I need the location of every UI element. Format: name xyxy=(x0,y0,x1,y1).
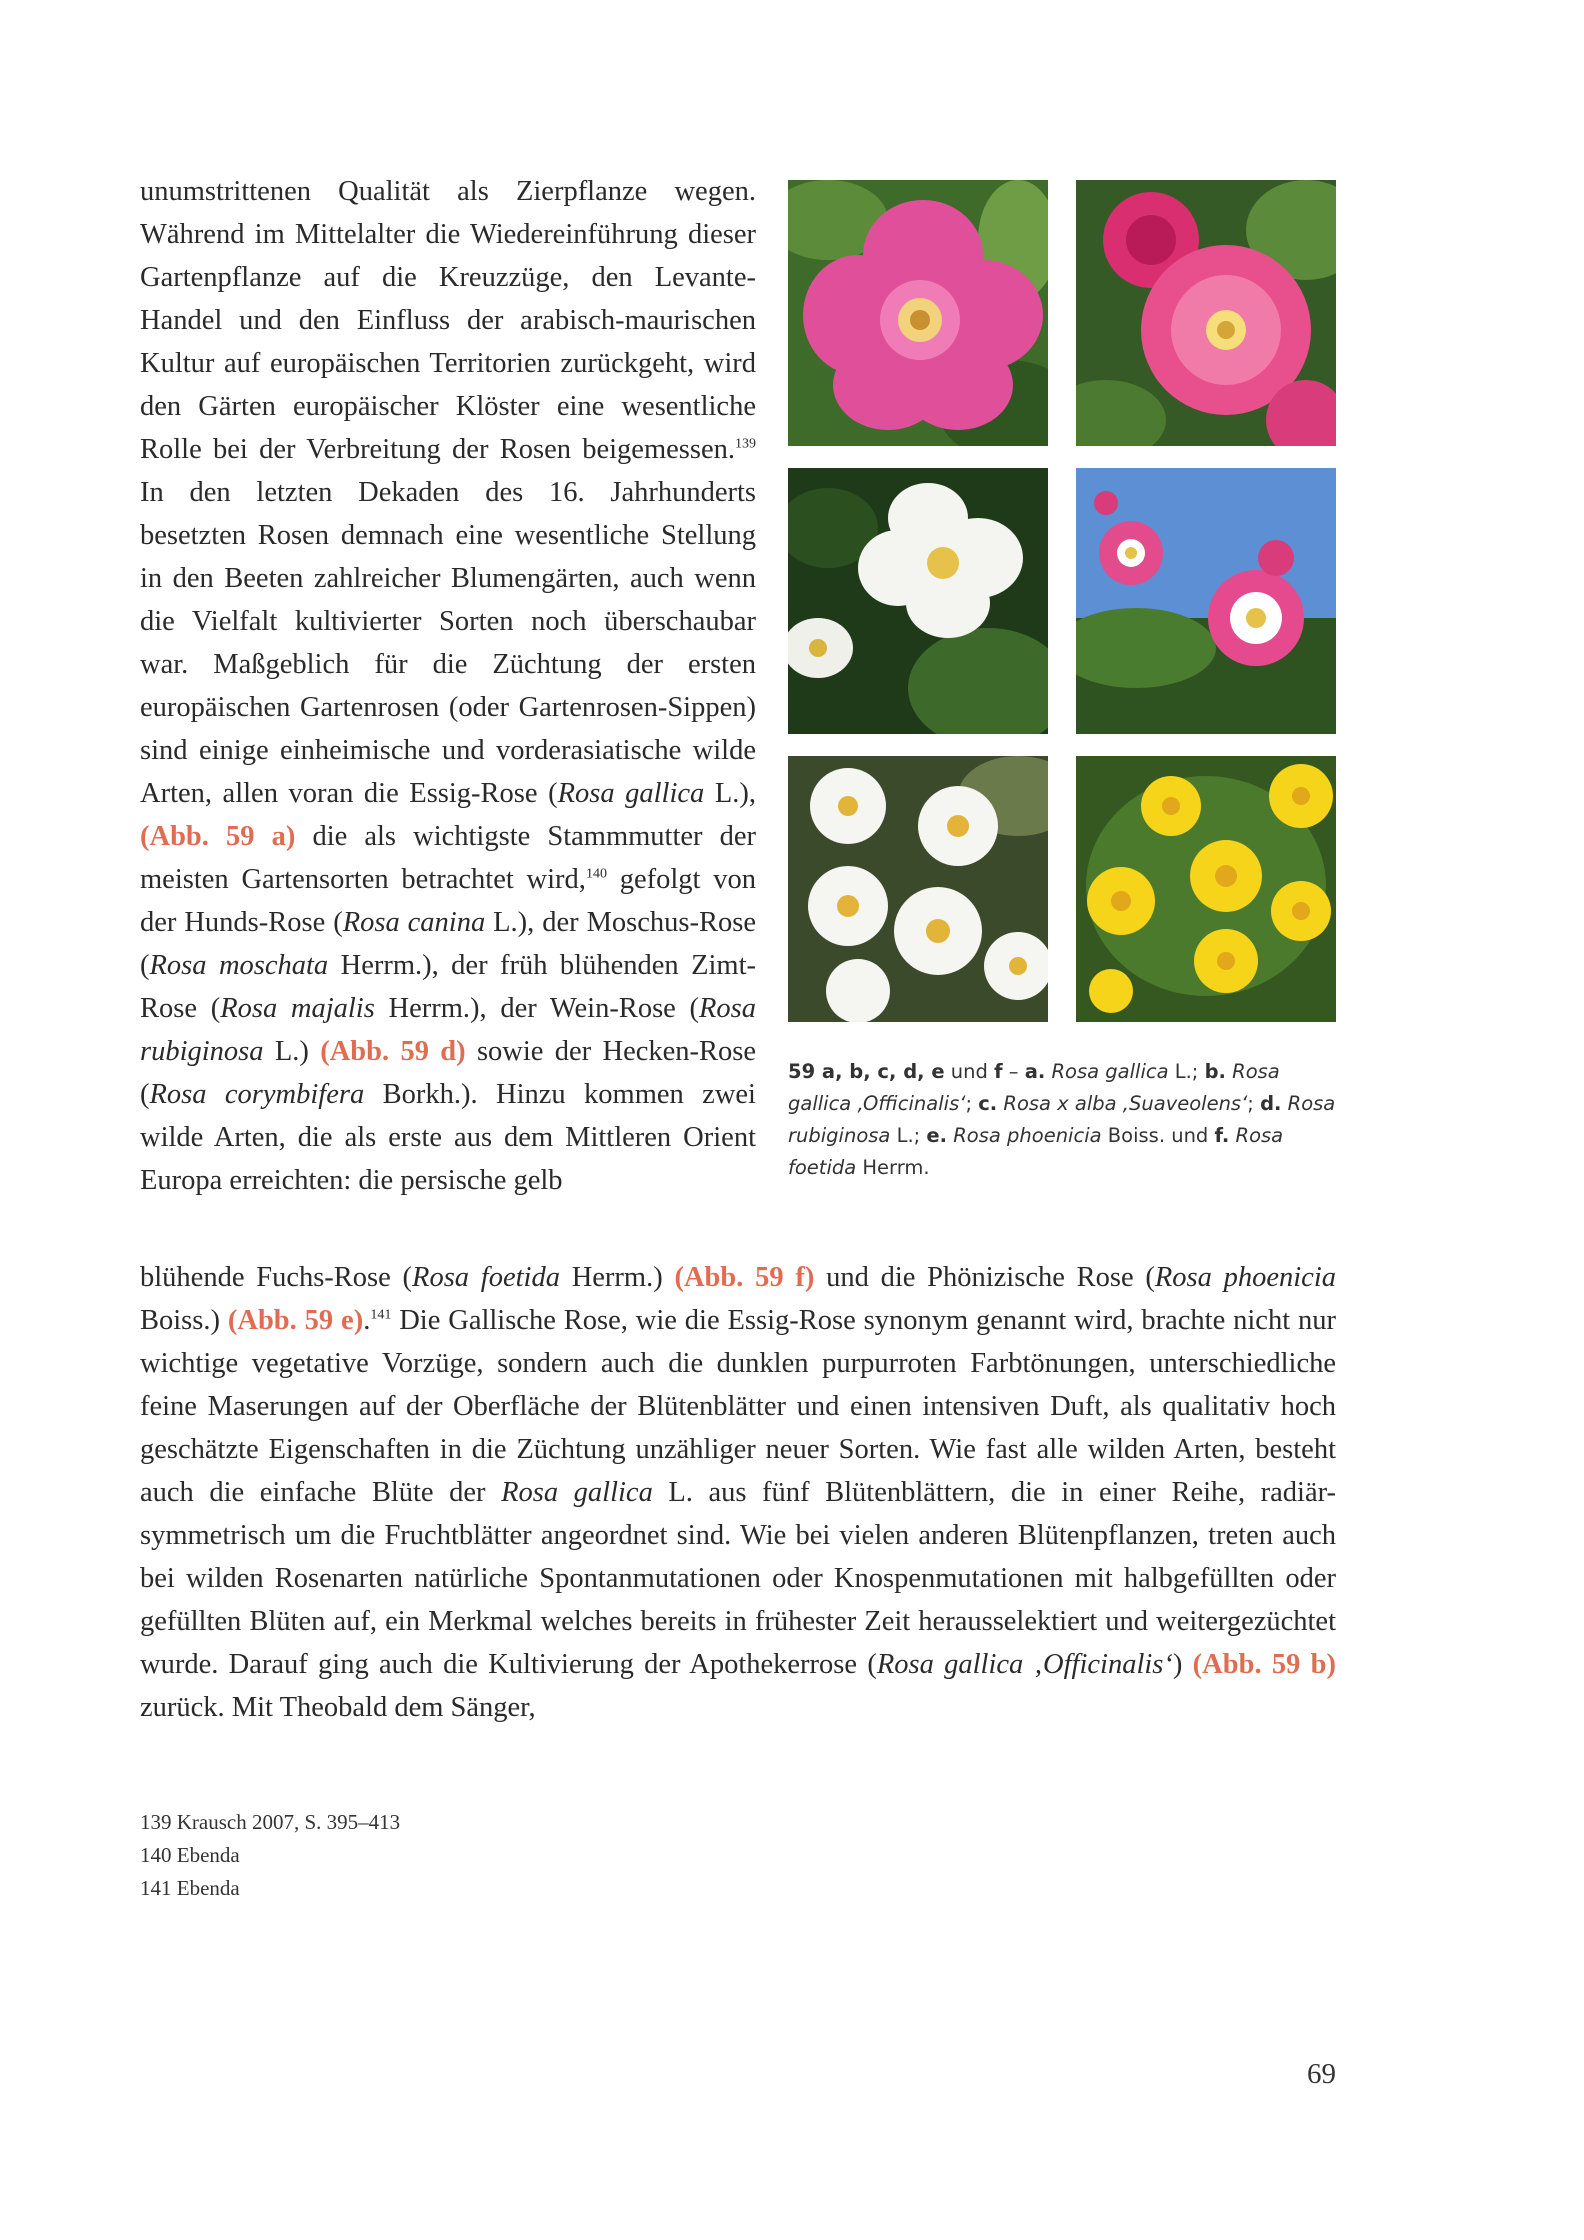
text-run: In den letzten Dekaden des 16. Jahrhunderts besetzten Rosen demnach eine wesentliche Stellung in den Beeten zahlreicher Blumengärten, auch wenn die Vielfalt kultivierter Sorten noch überschaubar war. Maßgeblich für die Züchtung der ersten europäischen Gartenrosen (oder Gartenrosen-Sippen) sind einige einheimische und vorderasiatische wilde Arten, allen voran die Essig-Rose ( xyxy=(140,477,756,809)
text-run: L. aus fünf Blütenblättern, die in einer Reihe, radiär-symmetrisch um die Fruchtblätter angeordnet sind. Wie bei vielen anderen Blütenpflanzen, treten auch bei wilden Rosenarten natürliche Spontanmutationen oder Knospenmutationen mit halbgefüllten oder gefüllten Blüten auf, ein Merkmal welches bereits in frühester Zeit herausselektiert und weitergezüchtet wurde. Darauf ging auch die Kultivierung der Apothekerrose ( xyxy=(140,1477,1337,1680)
caption-species: Rosa gallica xyxy=(1051,1060,1169,1083)
body-text-column xyxy=(140,170,756,1202)
species-name: Rosa rubiginosa xyxy=(140,993,756,1067)
footnote-139: 139 Krausch 2007, S. 395–413 xyxy=(140,1810,401,1834)
text-run: . xyxy=(363,1305,371,1336)
figure-reference-59e[interactable]: (Abb. 59 e) xyxy=(227,1305,364,1336)
text-run: gefolgt von der Hunds-Rose ( xyxy=(140,864,757,938)
text-run: zurück. Mit Theobald dem Sänger, xyxy=(140,1692,536,1723)
caption-text: – xyxy=(1002,1060,1025,1083)
caption-letter: b. xyxy=(1204,1060,1226,1083)
caption-letter: e. xyxy=(926,1124,948,1147)
caption-letter: f. xyxy=(1214,1124,1230,1147)
text-run: Herrm.), der früh blühenden Zimt-Rose ( xyxy=(140,950,756,1024)
figure-reference-59d[interactable]: (Abb. 59 d) xyxy=(320,1036,466,1067)
body-text-full-width xyxy=(140,1256,1336,1729)
photo-rosa-rubiginosa[interactable] xyxy=(1076,468,1336,734)
caption-text: ; xyxy=(965,1092,979,1115)
species-name: Rosa gallica xyxy=(557,778,705,809)
caption-letter: c. xyxy=(978,1092,998,1115)
species-name: Rosa moschata xyxy=(149,950,329,981)
caption-species: Rosa foetida xyxy=(788,1124,1284,1179)
footnote-140: 140 Ebenda xyxy=(140,1843,240,1867)
caption-text: ; xyxy=(1247,1092,1261,1115)
caption-letter: d. xyxy=(1260,1092,1282,1115)
caption-text: Boiss. und xyxy=(1101,1124,1215,1147)
text-run: und die Phönizische Rose ( xyxy=(814,1262,1155,1293)
text-run: Borkh.). Hinzu kommen zwei wilde Arten, die als erste aus dem Mittleren Orient Europa erreichten: die persische gelb xyxy=(140,1079,756,1196)
caption-label: f xyxy=(994,1060,1003,1083)
caption-species: Rosa rubiginosa xyxy=(788,1092,1336,1147)
caption-text: und xyxy=(944,1060,995,1083)
caption-species: Rosa x alba ‚Suaveolens‘ xyxy=(1003,1092,1248,1115)
caption-label: 59 a, b, c, d, e xyxy=(788,1060,945,1083)
text-run: L.) xyxy=(263,1036,321,1067)
caption-species: Rosa gallica ‚Officinalis‘ xyxy=(788,1060,1280,1115)
caption-text: Herrm. xyxy=(856,1156,930,1179)
figure-reference-59a[interactable]: (Abb. 59 a) xyxy=(140,821,296,852)
figure-reference-59b[interactable]: (Abb. 59 b) xyxy=(1192,1649,1336,1680)
text-run: die als wichtigste Stammmutter der meisten Gartensorten betrachtet wird, xyxy=(140,821,756,895)
caption-text: L.; xyxy=(890,1124,927,1147)
caption-text: L.; xyxy=(1168,1060,1205,1083)
photo-rosa-phoenicia[interactable] xyxy=(788,756,1048,1022)
photo-rosa-alba-suaveolens[interactable] xyxy=(788,468,1048,734)
photo-rosa-foetida[interactable] xyxy=(1076,756,1336,1022)
footnotes xyxy=(140,1806,400,1905)
figure-reference-59f[interactable]: (Abb. 59 f) xyxy=(674,1262,815,1293)
paragraph-full xyxy=(140,1256,1336,1729)
species-name: Rosa foetida xyxy=(412,1262,560,1293)
caption-species: Rosa phoenicia xyxy=(953,1124,1102,1147)
text-run: Herrm.) xyxy=(559,1262,675,1293)
caption-letter: a. xyxy=(1024,1060,1046,1083)
photo-rosa-gallica-officinalis[interactable] xyxy=(1076,180,1336,446)
paragraph-column xyxy=(140,170,756,1202)
footnote-marker-139[interactable]: 139 xyxy=(735,436,756,452)
photo-rosa-gallica[interactable] xyxy=(788,180,1048,446)
species-name: Rosa canina xyxy=(342,907,486,938)
figure-caption xyxy=(788,1056,1336,1184)
text-run: ) xyxy=(1172,1649,1193,1680)
rose-photo-grid xyxy=(788,180,1336,1024)
footnote-141: 141 Ebenda xyxy=(140,1876,240,1900)
species-name: Rosa corymbifera xyxy=(149,1079,365,1110)
text-run: L.), der Moschus-Rose ( xyxy=(140,907,756,981)
text-run: Herrm.), der Wein-Rose ( xyxy=(374,993,699,1024)
text-run: Die Gallische Rose, wie die Essig-Rose synonym genannt wird, brachte nicht nur wichtige vegetative Vorzüge, sondern auch die dunklen purpurroten Farbtönungen, unterschiedliche feine Maserungen auf der Oberfläche der Blütenblätter und einen intensiven Duft, als qualitativ hoch geschätzte Eigenschaften in die Züchtung unzähliger neuer Sorten. Wie fast alle wilden Arten, besteht auch die einfache Blüte der xyxy=(140,1305,1336,1508)
species-name: Rosa phoenicia xyxy=(1154,1262,1336,1293)
species-name: Rosa gallica xyxy=(501,1477,653,1508)
footnote-marker-141[interactable]: 141 xyxy=(370,1307,392,1323)
species-name: Rosa majalis xyxy=(220,993,375,1024)
text-run: Boiss.) xyxy=(140,1305,228,1336)
text-run: sowie der Hecken-Rose ( xyxy=(140,1036,757,1110)
text-run: blühende Fuchs-Rose ( xyxy=(140,1262,413,1293)
text-run: unumstrittenen Qualität als Zierpflanze wegen. Während im Mittelalter die Wiedereinführung dieser Gartenpflanze auf die Kreuzzüge, den Levante-Handel und den Einfluss der arabisch-maurischen Kultur auf europäischen Territorien zurückgeht, wird den Gärten europäischer Klöster eine wesentliche Rolle bei der Verbreitung der Rosen beigemessen. xyxy=(140,176,756,465)
species-name: Rosa gallica ‚Officinalis‘ xyxy=(876,1649,1173,1680)
text-run: L.), xyxy=(704,778,756,809)
footnote-marker-140[interactable]: 140 xyxy=(585,866,607,882)
page-number: 69 xyxy=(1307,2058,1336,2090)
